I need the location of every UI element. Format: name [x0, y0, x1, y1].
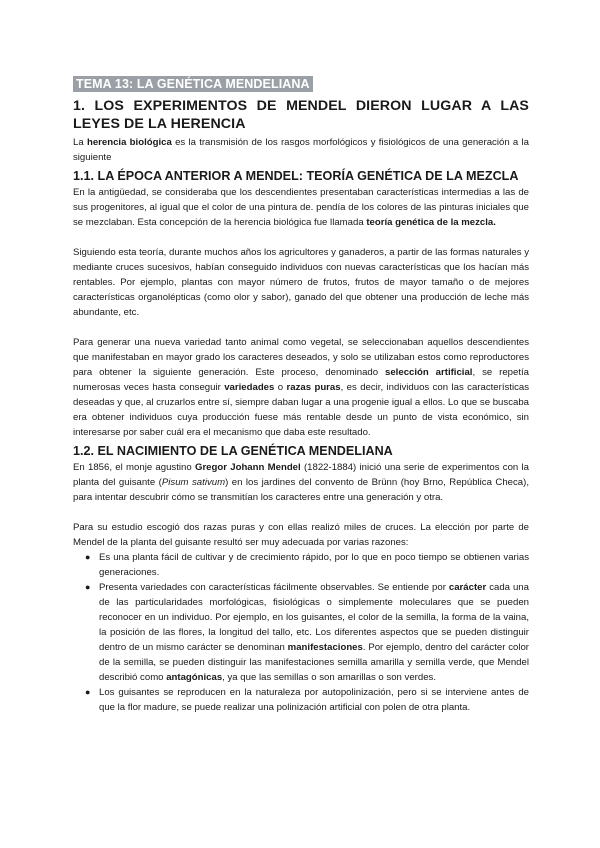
- list-item: ● Los guisantes se reproducen en la naturaleza por autopolinización, pero si se interviene antes de que la flor madure, se puede realizar una polinización artificial con polen de otra planta.: [85, 687, 529, 713]
- section-1-2-heading: 1.2. EL NACIMIENTO DE LA GENÉTICA MENDELIANA: [73, 444, 393, 458]
- section-1-intro: La herencia biológica es la transmisión de los rasgos morfológicos y fisiológicos de una generación a la siguiente: [73, 137, 529, 163]
- title-highlight: TEMA 13: LA GENÉTICA MENDELIANA: [73, 76, 313, 92]
- document-body: [73, 75, 529, 715]
- section-1-heading: 1. LOS EXPERIMENTOS DE MENDEL DIERON LUGAR A LAS LEYES DE LA HERENCIA: [73, 98, 529, 132]
- list-item: ● Presenta variedades con características fácilmente observables. Se entiende por carácter cada una de las particularidades morfológicas, fisiológicas o simplemente moleculares que se pueden reconocer en un individuo. Por ejemplo, en los guisantes, el color de la semilla, la forma de la vaina, la posición de las flores, la longitud del tallo, etc. Los diferentes aspectos que se pueden distinguir dentro de un mismo carácter se denominan manifestaciones. Por ejemplo, dentro del carácter color de la semilla, se pueden distinguir las manifestaciones semilla amarilla y semilla verde, que Mendel describió como antagónicas, ya que las semillas o son amarillas o son verdes.: [85, 582, 529, 683]
- list-item: ● Es una planta fácil de cultivar y de crecimiento rápido, por lo que en poco tiempo se obtienen varias generaciones.: [85, 552, 529, 578]
- section-1-1-paragraph-1: En la antigüedad, se consideraba que los descendientes presentaban características intermedias a las de sus progenitores, al igual que el color de una pintura de. pendía de los colores de las pinturas iniciales que se mezclaban. Esta concepción de la herencia biológica fue llamada teoría genética de la mezcla.: [73, 187, 529, 228]
- section-1-2-paragraph-2: Para su estudio escogió dos razas puras y con ellas realizó miles de cruces. La elección por parte de Mendel de la planta del guisante resultó ser muy adecuada por varias razones:: [73, 522, 529, 548]
- reasons-list: [73, 550, 529, 715]
- bullet-icon: ●: [85, 687, 91, 697]
- section-1-1-paragraph-3: Para generar una nueva variedad tanto animal como vegetal, se seleccionaban aquellos descendientes que manifestaban en mayor grado los caracteres deseados, y solo se utilizaban estos como reproductores para obtener la siguiente generación. Este proceso, denominado selección artificial, se repetía numerosas veces hasta conseguir variedades o razas puras, es decir, individuos con las características deseadas y que, al cruzarlos entre sí, siempre daban lugar a una progenie igual a ellos. Lo que se buscaba era obtener individuos cuya producción fuese más rentable desde un punto de vista económico, sin interesarse por saber cuál era el mecanismo que daba este resultado.: [73, 337, 530, 438]
- bullet-icon: ●: [85, 552, 91, 562]
- section-1-1-heading: 1.1. LA ÉPOCA ANTERIOR A MENDEL: TEORÍA GENÉTICA DE LA MEZCLA: [73, 169, 519, 183]
- section-1-1-paragraph-2: Siguiendo esta teoría, durante muchos años los agricultores y ganaderos, a partir de las formas naturales y mediante cruces sucesivos, habían conseguido individuos con nuevas características que los hacían más rentables. Por ejemplo, plantas con mayor número de frutos, frutos de mayor tamaño o de mejores características organolépticas (como olor y sabor), ganado del que obtener una producción de leche más abundante, etc.: [73, 247, 529, 318]
- section-1-2-paragraph-1: En 1856, el monje agustino Gregor Johann Mendel (1822-1884) inició una serie de experimentos con la planta del guisante (Pisum sativum) en los jardines del convento de Brünn (hoy Brno, República Checa), para intentar descubrir cómo se transmitían los caracteres entre una generación y otra.: [73, 462, 530, 503]
- bullet-icon: ●: [85, 582, 91, 592]
- document-title: [73, 75, 529, 93]
